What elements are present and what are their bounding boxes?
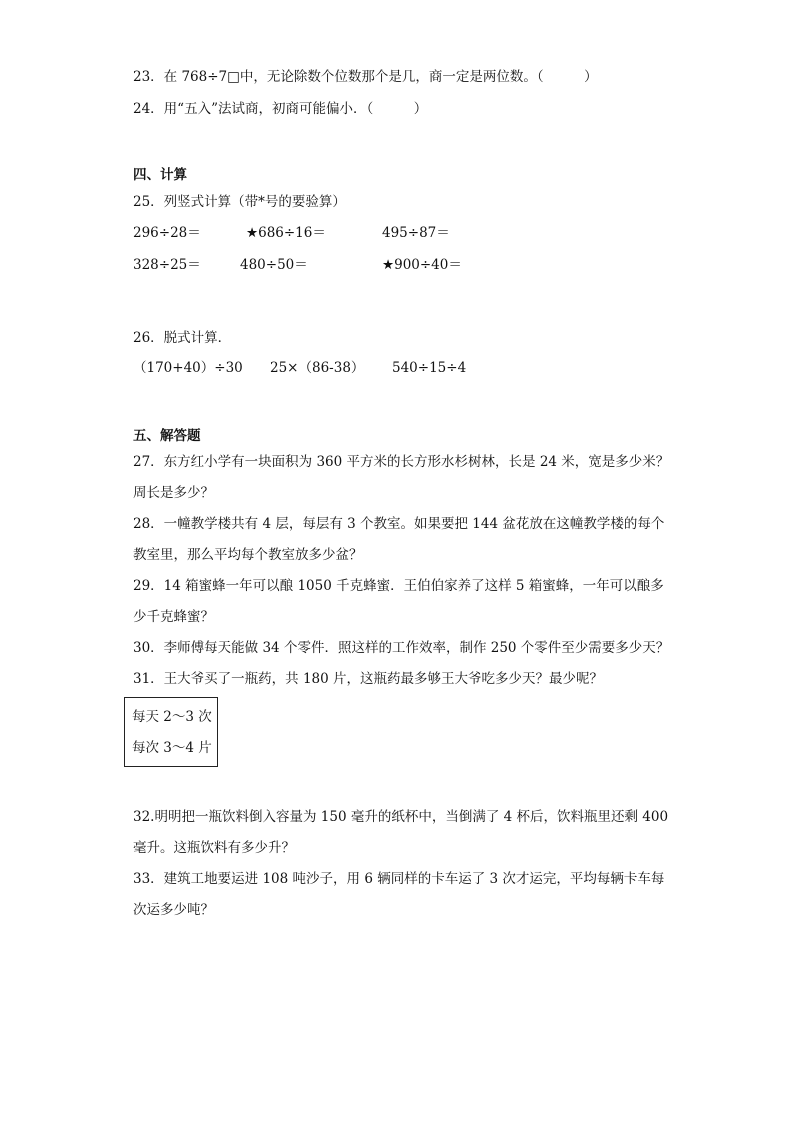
question-29-cont: 少千克蜂蜜？: [133, 609, 214, 625]
calc-item: 495÷87＝: [382, 225, 450, 241]
question-29: 29．14 箱蜜蜂一年可以酿 1050 千克蜂蜜．王伯伯家养了这样 5 箱蜜蜂，一年可以酿多: [133, 578, 664, 594]
question-28: 28．一幢教学楼共有 4 层，每层有 3 个教室。如果要把 144 盆花放在这幢教学楼的每个: [133, 516, 665, 532]
section-4-title: 四、计算: [133, 167, 187, 183]
dosage-box: [124, 697, 218, 767]
dosage-line: 每天 2～3 次: [132, 709, 212, 725]
question-33-cont: 次运多少吨？: [133, 902, 214, 918]
section-5-title: 五、解答题: [133, 428, 201, 444]
question-27-cont: 周长是多少？: [133, 485, 214, 501]
question-26: 26．脱式计算．: [133, 330, 232, 346]
calc-item: ★900÷40＝: [382, 257, 462, 273]
question-32: 32.明明把一瓶饮料倒入容量为 150 毫升的纸杯中，当倒满了 4 杯后，饮料瓶里还剩 400: [133, 809, 669, 825]
calc-item: 540÷15÷4: [392, 360, 467, 376]
question-32-cont: 毫升。这瓶饮料有多少升？: [133, 840, 295, 856]
question-23: 23．在 768÷7□中，无论除数个位数那个是几，商一定是两位数。（ ）: [133, 69, 598, 85]
question-33: 33．建筑工地要运进 108 吨沙子，用 6 辆同样的卡车运了 3 次才运完，平均每辆卡车每: [133, 871, 665, 887]
question-28-cont: 教室里，那么平均每个教室放多少盆？: [133, 547, 363, 563]
question-31: 31．王大爷买了一瓶药，共 180 片，这瓶药最多够王大爷吃多少天？最少呢？: [133, 671, 604, 687]
question-25: 25．列竖式计算（带*号的要验算）: [133, 194, 346, 210]
calc-item: 480÷50＝: [240, 257, 308, 273]
question-30: 30．李师傅每天能做 34 个零件．照这样的工作效率，制作 250 个零件至少需要多少天？: [133, 640, 670, 656]
question-24: 24．用“五入”法试商，初商可能偏小．（ ）: [133, 101, 428, 117]
calc-item: ★686÷16＝: [246, 225, 326, 241]
calc-item: （170+40）÷30: [133, 360, 243, 376]
question-27: 27．东方红小学有一块面积为 360 平方米的长方形水杉树林，长是 24 米，宽是多少米？: [133, 454, 670, 470]
calc-item: 25×（86-38）: [270, 360, 365, 376]
dosage-line: 每次 3～4 片: [132, 740, 212, 756]
calc-item: 328÷25＝: [133, 257, 201, 273]
calc-item: 296÷28＝: [133, 225, 201, 241]
